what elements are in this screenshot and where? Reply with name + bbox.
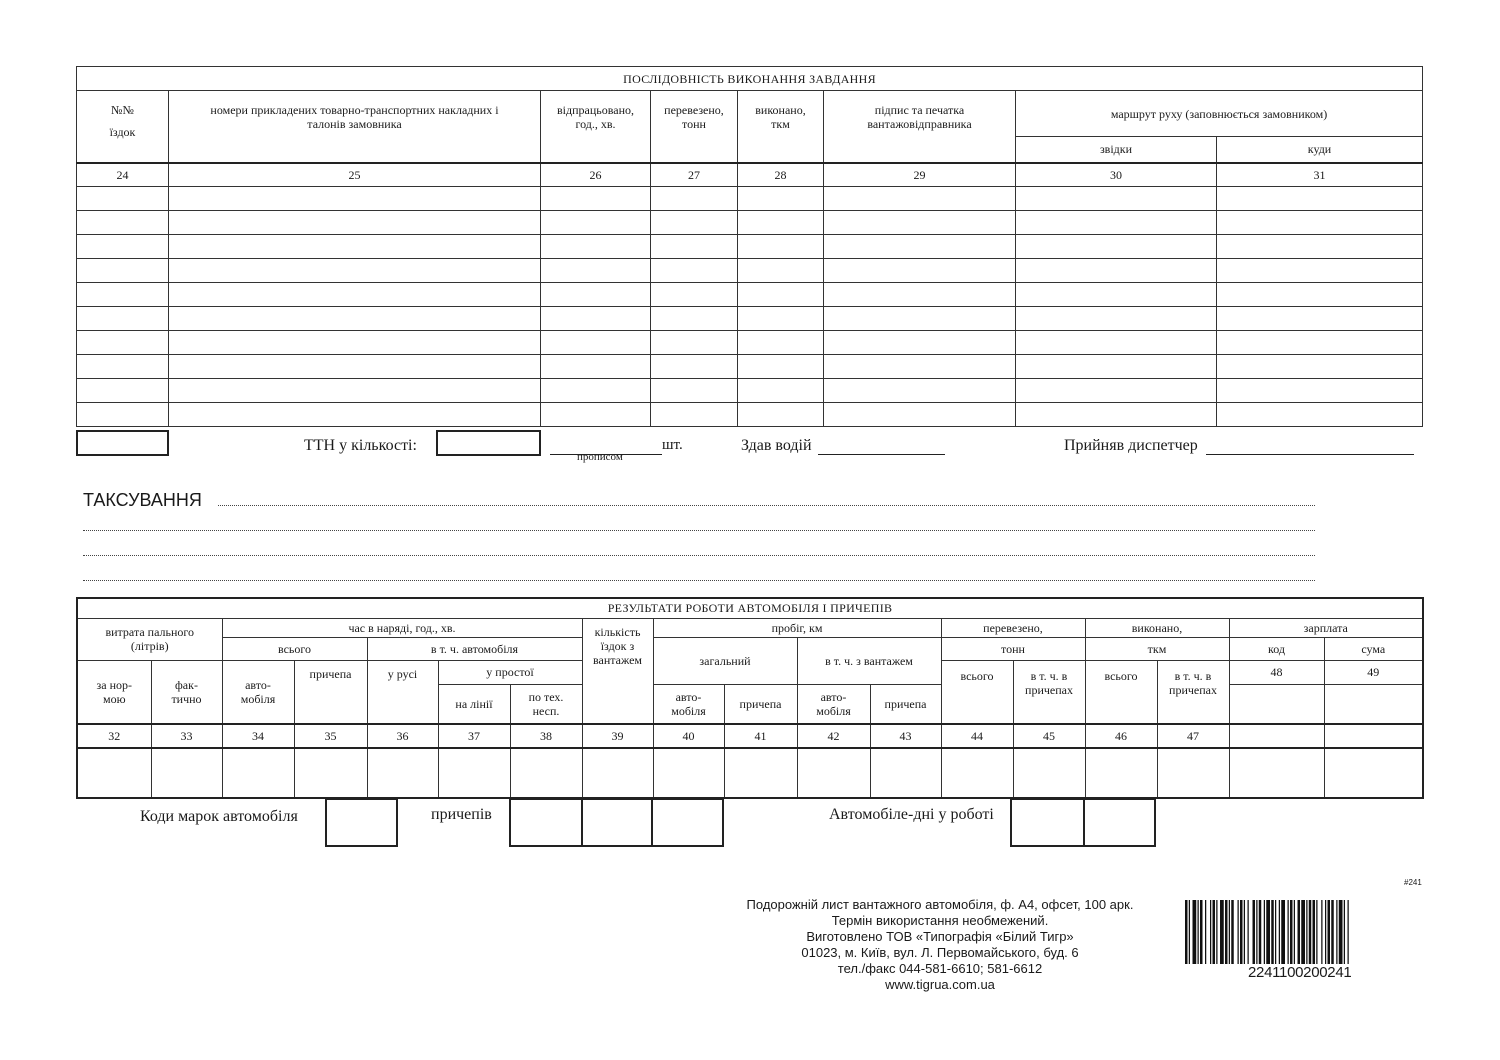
barcode-bar <box>1248 900 1249 964</box>
mileage-loaded-header: в т. ч. з вантажем <box>797 637 941 684</box>
barcode-bar <box>1281 900 1285 964</box>
code-header: код <box>1229 637 1324 660</box>
barcode-bar <box>1336 900 1337 964</box>
car-code-box[interactable] <box>325 798 398 847</box>
entry-cell[interactable] <box>651 235 738 259</box>
barcode-bar <box>1229 900 1230 964</box>
entry-cell[interactable] <box>77 403 169 427</box>
entry-cell[interactable] <box>582 748 653 798</box>
col-number: 37 <box>438 724 510 748</box>
entry-cell[interactable] <box>541 379 651 403</box>
entry-cell[interactable] <box>541 235 651 259</box>
loaded-trailer-header: причепа <box>870 684 941 724</box>
entry-cell[interactable] <box>1016 259 1217 283</box>
entry-cell[interactable] <box>1016 187 1217 211</box>
tons-header: тонн <box>941 637 1085 660</box>
entry-cell[interactable] <box>651 403 738 427</box>
ttn-quantity-label: ТТН у кількості: <box>304 437 417 454</box>
entry-cell[interactable] <box>738 187 824 211</box>
sequence-column-numbers <box>77 163 1423 187</box>
barcode-bar <box>1301 900 1305 964</box>
col-number: 35 <box>294 724 367 748</box>
entry-cell[interactable] <box>651 307 738 331</box>
trailers-label: причепів <box>431 806 492 823</box>
entry-cell[interactable] <box>169 355 541 379</box>
entry-cell[interactable] <box>169 331 541 355</box>
entry-cell[interactable] <box>1217 307 1423 331</box>
sequence-entry-row <box>77 355 1423 379</box>
barcode-bar <box>1225 900 1228 964</box>
tkm-trailers-header: в т. ч. в причепах <box>1157 660 1229 724</box>
entry-cell[interactable] <box>738 283 824 307</box>
barcode-bar <box>1275 900 1276 964</box>
entry-cell[interactable] <box>1217 331 1423 355</box>
barcode-bar <box>1325 900 1326 964</box>
barcode-bar <box>1198 900 1199 964</box>
col-number: 26 <box>541 163 651 187</box>
col-number: 39 <box>582 724 653 748</box>
entry-cell[interactable] <box>169 187 541 211</box>
entry-cell[interactable] <box>77 331 169 355</box>
entry-cell[interactable] <box>169 283 541 307</box>
entry-cell[interactable] <box>77 235 169 259</box>
route-to-header: куди <box>1217 137 1423 163</box>
entry-cell[interactable] <box>724 748 797 798</box>
entry-cell[interactable] <box>738 307 824 331</box>
entry-cell[interactable] <box>151 748 222 798</box>
barcode-bar <box>1271 900 1274 964</box>
entry-cell[interactable] <box>1016 355 1217 379</box>
entry-cell[interactable] <box>824 187 1016 211</box>
barcode-number: 2241100200241 <box>1248 964 1352 981</box>
time-incl-car-header: в т. ч. автомобіля <box>367 637 582 660</box>
sequence-entry-row <box>77 235 1423 259</box>
sequence-table-body <box>77 187 1423 427</box>
salary-header: зарплата <box>1229 618 1423 637</box>
entry-cell[interactable] <box>77 259 169 283</box>
sequence-entry-row <box>77 211 1423 235</box>
entry-cell[interactable] <box>941 748 1013 798</box>
barcode-bar <box>1321 900 1322 964</box>
trailer-code-box[interactable] <box>581 798 653 847</box>
barcode-bar <box>1256 900 1257 964</box>
sum-empty-cell[interactable] <box>1324 684 1423 724</box>
col-number: 27 <box>651 163 738 187</box>
done-header: виконано, <box>1085 618 1229 637</box>
mileage-car-header: авто- мобіля <box>653 684 724 724</box>
entry-cell[interactable] <box>651 211 738 235</box>
entry-cell[interactable] <box>77 211 169 235</box>
barcode-bar <box>1298 900 1301 964</box>
idle-header: у простої <box>438 660 582 684</box>
barcode-bar <box>1238 900 1239 964</box>
footer-line: тел./факс 044-581-6610; 581-6612 <box>837 961 1043 976</box>
entry-cell[interactable] <box>510 748 582 798</box>
entry-cell[interactable] <box>870 748 941 798</box>
carried-header: перевезено, тонн <box>651 91 738 163</box>
trips-loaded-header: кількість їздок з вантажем <box>582 618 653 724</box>
time-car-header: авто- мобіля <box>222 660 294 724</box>
col-number: 36 <box>367 724 438 748</box>
entry-cell[interactable] <box>77 283 169 307</box>
barcode-bar <box>1193 900 1197 964</box>
barcode-bar <box>1220 900 1224 964</box>
col-number: 44 <box>941 724 1013 748</box>
entry-cell[interactable] <box>738 259 824 283</box>
barcode-bar <box>1294 900 1295 964</box>
car-days-label: Автомобіле-дні у роботі <box>829 806 994 823</box>
driver-signature-line[interactable] <box>818 454 945 455</box>
barcode-bar <box>1231 900 1234 964</box>
col-number: 42 <box>797 724 870 748</box>
sequence-entry-row <box>77 259 1423 283</box>
entry-cell[interactable] <box>1217 379 1423 403</box>
entry-cell[interactable] <box>1157 748 1229 798</box>
barcode-bar <box>1240 900 1243 964</box>
ttn-box-left[interactable] <box>76 430 169 456</box>
sequence-entry-row <box>77 187 1423 211</box>
entry-cell[interactable] <box>541 307 651 331</box>
tons-total-header: всього <box>941 660 1013 724</box>
entry-cell[interactable] <box>738 403 824 427</box>
route-header: маршрут руху (заповнюється замовником) <box>1016 91 1423 137</box>
entry-cell[interactable] <box>824 331 1016 355</box>
col-number: 38 <box>510 724 582 748</box>
entry-cell[interactable] <box>1016 331 1217 355</box>
entry-cell[interactable] <box>77 748 151 798</box>
entry-cell[interactable] <box>1217 403 1423 427</box>
taxation-dotted-line[interactable] <box>83 580 1315 581</box>
dispatcher-label: Прийняв диспетчер <box>1064 437 1198 454</box>
col-number: 32 <box>77 724 151 748</box>
barcode-bar <box>1339 900 1343 964</box>
entry-cell[interactable] <box>1217 355 1423 379</box>
entry-cell[interactable] <box>367 748 438 798</box>
entry-cell[interactable] <box>77 187 169 211</box>
time-moving-header: у русі <box>367 660 438 724</box>
sequence-entry-row <box>77 379 1423 403</box>
entry-cell[interactable] <box>651 379 738 403</box>
route-from-header: звідки <box>1016 137 1217 163</box>
print-code-small: #241 <box>1404 878 1422 887</box>
entry-cell[interactable] <box>541 283 651 307</box>
barcode-bar <box>1328 900 1331 964</box>
barcode-bar <box>1313 900 1316 964</box>
footer-line: www.tigrua.com.ua <box>885 977 995 992</box>
entry-cell[interactable] <box>1016 283 1217 307</box>
entry-cell[interactable] <box>824 235 1016 259</box>
idle-tech-header: по тех. несп. <box>510 684 582 724</box>
ttn-pcs-label: шт. <box>662 437 683 453</box>
entry-cell[interactable] <box>294 748 367 798</box>
entry-cell[interactable] <box>1085 748 1157 798</box>
time-trailer-header: причепа <box>294 660 367 724</box>
sequence-entry-row <box>77 307 1423 331</box>
results-entry-row <box>77 748 1423 798</box>
entry-cell[interactable] <box>1016 403 1217 427</box>
entry-cell[interactable] <box>653 748 724 798</box>
barcode-icon <box>1185 900 1419 966</box>
barcode-bar <box>1244 900 1245 964</box>
worked-header: відпрацьовано, год., хв. <box>541 91 651 163</box>
entry-cell[interactable] <box>738 235 824 259</box>
entry-cell[interactable] <box>1016 235 1217 259</box>
col-number: 43 <box>870 724 941 748</box>
entry-cell[interactable] <box>824 379 1016 403</box>
entry-cell[interactable] <box>169 235 541 259</box>
barcode-bar <box>1210 900 1211 964</box>
entry-cell[interactable] <box>651 355 738 379</box>
loaded-car-header: авто- мобіля <box>797 684 870 724</box>
entry-cell[interactable] <box>738 379 824 403</box>
barcode-bar <box>1279 900 1280 964</box>
barcode-bar <box>1205 900 1206 964</box>
driver-label: Здав водій <box>741 437 812 454</box>
mileage-header: пробіг, км <box>653 618 941 637</box>
footer-line: Виготовлено ТОВ «Типографія «Білий Тигр» <box>806 929 1074 944</box>
barcode-bar <box>1331 900 1334 964</box>
barcode-bar <box>1200 900 1203 964</box>
barcode-bar <box>1309 900 1312 964</box>
barcode-bar <box>1213 900 1216 964</box>
results-table <box>76 597 1424 799</box>
entry-cell[interactable] <box>541 403 651 427</box>
sequence-table <box>76 66 1423 427</box>
done-header: виконано, ткм <box>738 91 824 163</box>
code-empty-cell[interactable] <box>1229 684 1324 724</box>
results-column-numbers <box>77 724 1423 748</box>
entry-cell[interactable] <box>1016 379 1217 403</box>
entry-cell[interactable] <box>1217 187 1423 211</box>
footer-line: Термін використання необмежений. <box>831 913 1049 928</box>
tkm-total-header: всього <box>1085 660 1157 724</box>
car-codes-label: Коди марок автомобіля <box>140 808 298 825</box>
sequence-entry-row <box>77 283 1423 307</box>
entry-cell[interactable] <box>1013 748 1085 798</box>
col-number: 29 <box>824 163 1016 187</box>
mileage-trailer-header: причепа <box>724 684 797 724</box>
entry-cell[interactable] <box>77 307 169 331</box>
footer-imprint <box>720 897 1160 993</box>
code-number: 48 <box>1229 660 1324 684</box>
footer-line: 01023, м. Київ, вул. Л. Первомайського, буд. 6 <box>801 945 1079 960</box>
tons-trailers-header: в т. ч. в причепах <box>1013 660 1085 724</box>
entry-cell[interactable] <box>797 748 870 798</box>
col-number: 40 <box>653 724 724 748</box>
taxation-dotted-line[interactable] <box>218 505 1315 506</box>
entry-cell[interactable] <box>438 748 510 798</box>
taxation-label: ТАКСУВАННЯ <box>83 490 202 510</box>
entry-cell[interactable] <box>169 379 541 403</box>
barcode-bar <box>1288 900 1289 964</box>
entry-cell[interactable] <box>738 211 824 235</box>
barcode-bar <box>1185 900 1188 964</box>
barcode-bar <box>1344 900 1345 964</box>
entry-cell[interactable] <box>824 211 1016 235</box>
entry-cell[interactable] <box>169 211 541 235</box>
idle-on-line-header: на лінії <box>438 684 510 724</box>
time-header: час в наряді, год., хв. <box>222 618 582 637</box>
barcode-bar <box>1266 900 1270 964</box>
entry-cell[interactable] <box>541 355 651 379</box>
taxation-dotted-line[interactable] <box>83 555 1315 556</box>
ttn-in-words-caption: прописом <box>577 451 623 463</box>
col-number: 41 <box>724 724 797 748</box>
barcode-bar <box>1264 900 1265 964</box>
trips-number-header-line1: №№ <box>111 103 134 117</box>
sequence-entry-row <box>77 331 1423 355</box>
barcode-bar <box>1253 900 1256 964</box>
entry-cell[interactable] <box>1217 283 1423 307</box>
entry-cell[interactable] <box>541 331 651 355</box>
entry-cell[interactable] <box>824 259 1016 283</box>
entry-cell[interactable] <box>169 307 541 331</box>
barcode-bar <box>1259 900 1262 964</box>
sequence-entry-row <box>77 403 1423 427</box>
entry-cell[interactable] <box>824 355 1016 379</box>
mileage-overall-header: загальний <box>653 637 797 684</box>
entry-cell[interactable] <box>1217 259 1423 283</box>
entry-cell[interactable] <box>541 259 651 283</box>
taxation-dotted-line[interactable] <box>83 530 1315 531</box>
footer-line: Подорожній лист вантажного автомобіля, ф. А4, офсет, 100 арк. <box>746 897 1134 912</box>
entry-cell[interactable] <box>651 187 738 211</box>
col-number: 34 <box>222 724 294 748</box>
trailer-code-box[interactable] <box>651 798 724 847</box>
sum-number: 49 <box>1324 660 1423 684</box>
barcode-bar <box>1189 900 1190 964</box>
barcode-bar <box>1216 900 1217 964</box>
barcode-bar <box>1316 900 1317 964</box>
col-number: 45 <box>1013 724 1085 748</box>
col-number: 33 <box>151 724 222 748</box>
entry-cell[interactable] <box>1217 211 1423 235</box>
trips-number-header-line2: їздок <box>109 125 136 139</box>
entry-cell[interactable] <box>1324 748 1423 798</box>
col-number: 25 <box>169 163 541 187</box>
sequence-table-title: ПОСЛІДОВНІСТЬ ВИКОНАННЯ ЗАВДАННЯ <box>77 67 1423 91</box>
trips-number-header <box>77 91 169 163</box>
col-number <box>1324 724 1423 748</box>
time-total-header: всього <box>222 637 367 660</box>
entry-cell[interactable] <box>651 283 738 307</box>
entry-cell[interactable] <box>222 748 294 798</box>
entry-cell[interactable] <box>651 259 738 283</box>
entry-cell[interactable] <box>824 403 1016 427</box>
fuel-norm-header: за нор- мою <box>77 660 151 724</box>
barcode-bar <box>1290 900 1293 964</box>
entry-cell[interactable] <box>541 211 651 235</box>
col-number: 24 <box>77 163 169 187</box>
entry-cell[interactable] <box>541 187 651 211</box>
entry-cell[interactable] <box>1016 211 1217 235</box>
signature-header: підпис та печатка вантажовідправника <box>824 91 1016 163</box>
barcode-bar <box>1306 900 1307 964</box>
car-days-box[interactable] <box>1010 798 1085 847</box>
entry-cell[interactable] <box>169 403 541 427</box>
entry-cell[interactable] <box>1229 748 1324 798</box>
entry-cell[interactable] <box>1016 307 1217 331</box>
col-number: 28 <box>738 163 824 187</box>
fuel-actual-header: фак- тично <box>151 660 222 724</box>
results-table-title: РЕЗУЛЬТАТИ РОБОТИ АВТОМОБІЛЯ І ПРИЧЕПІВ <box>77 598 1423 618</box>
col-number: 31 <box>1217 163 1423 187</box>
invoices-header: номери прикладених товарно-транспортних накладних і талонів замовника <box>169 91 541 163</box>
entry-cell[interactable] <box>824 307 1016 331</box>
entry-cell[interactable] <box>738 331 824 355</box>
entry-cell[interactable] <box>77 379 169 403</box>
entry-cell[interactable] <box>651 331 738 355</box>
ttn-quantity-box[interactable] <box>436 430 541 456</box>
fuel-header: витрата пального (літрів) <box>77 618 222 660</box>
carried-header: перевезено, <box>941 618 1085 637</box>
entry-cell[interactable] <box>824 283 1016 307</box>
car-days-box[interactable] <box>1083 798 1156 847</box>
barcode-bar <box>1348 900 1349 964</box>
sum-header: сума <box>1324 637 1423 660</box>
tkm-header: ткм <box>1085 637 1229 660</box>
col-number: 47 <box>1157 724 1229 748</box>
dispatcher-signature-line[interactable] <box>1206 454 1414 455</box>
entry-cell[interactable] <box>169 259 541 283</box>
col-number: 30 <box>1016 163 1217 187</box>
col-number <box>1229 724 1324 748</box>
entry-cell[interactable] <box>77 355 169 379</box>
entry-cell[interactable] <box>738 355 824 379</box>
trailer-code-box[interactable] <box>509 798 583 847</box>
col-number: 46 <box>1085 724 1157 748</box>
entry-cell[interactable] <box>1217 235 1423 259</box>
